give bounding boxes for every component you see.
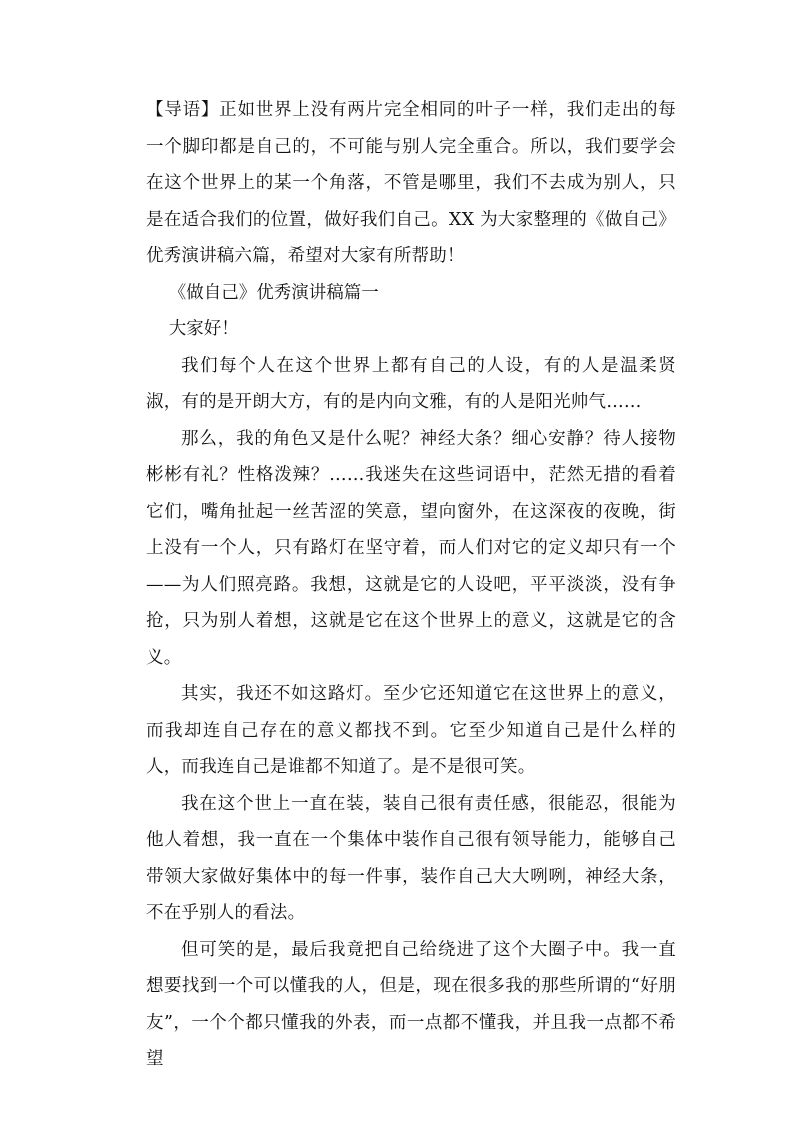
body-paragraph: 我们每个人在这个世界上都有自己的人设，有的人是温柔贤淑，有的是开朗大方，有的是内向文雅，有的人是阳光帅气……: [146, 355, 676, 412]
document-body: [146, 92, 676, 1078]
body-paragraph: 那么，我的角色又是什么呢？神经大条？细心安静？待人接物彬彬有礼？性格泼辣？……我迷失在这些词语中，茫然无措的看着它们，嘴角扯起一丝苦涩的笑意，望向窗外，在这深夜的夜晚，街上没有一个人，只有路灯在坚守着，而人们对它的定义却只有一个——为人们照亮路。我想，这就是它的人设吧，平平淡淡，没有争抢，只为别人着想，这就是它在这个世界上的意义，这就是它的含义。: [146, 428, 676, 668]
body-paragraph: 我在这个世上一直在装，装自己很有责任感，很能忍，很能为他人着想，我一直在一个集体中装作自己很有领导能力，能够自己带领大家做好集体中的每一件事，装作自己大大咧咧，神经大条，不在乎别人的看法。: [146, 793, 676, 923]
body-paragraph: 但可笑的是，最后我竟把自己给绕进了这个大圈子中。我一直想要找到一个可以懂我的人，但是，现在很多我的那些所谓的“好朋友”，一个个都只懂我的外表，而一点都不懂我，并且我一点都不希望: [146, 939, 676, 1069]
body-paragraph: 其实，我还不如这路灯。至少它还知道它在这世界上的意义，而我却连自己存在的意义都找不到。它至少知道自己是什么样的人，而我连自己是谁都不知道了。是不是很可笑。: [146, 684, 676, 777]
intro-paragraph: 【导语】正如世界上没有两片完全相同的叶子一样，我们走出的每一个脚印都是自己的，不可能与别人完全重合。所以，我们要学会在这个世界上的某一个角落，不管是哪里，我们不去成为别人，只是在适合我们的位置，做好我们自己。XX 为大家整理的《做自己》优秀演讲稿六篇，希望对大家有所帮助！: [146, 100, 676, 266]
section-title: 《做自己》优秀演讲稿篇一: [168, 282, 379, 303]
greeting: 大家好！: [168, 319, 239, 339]
